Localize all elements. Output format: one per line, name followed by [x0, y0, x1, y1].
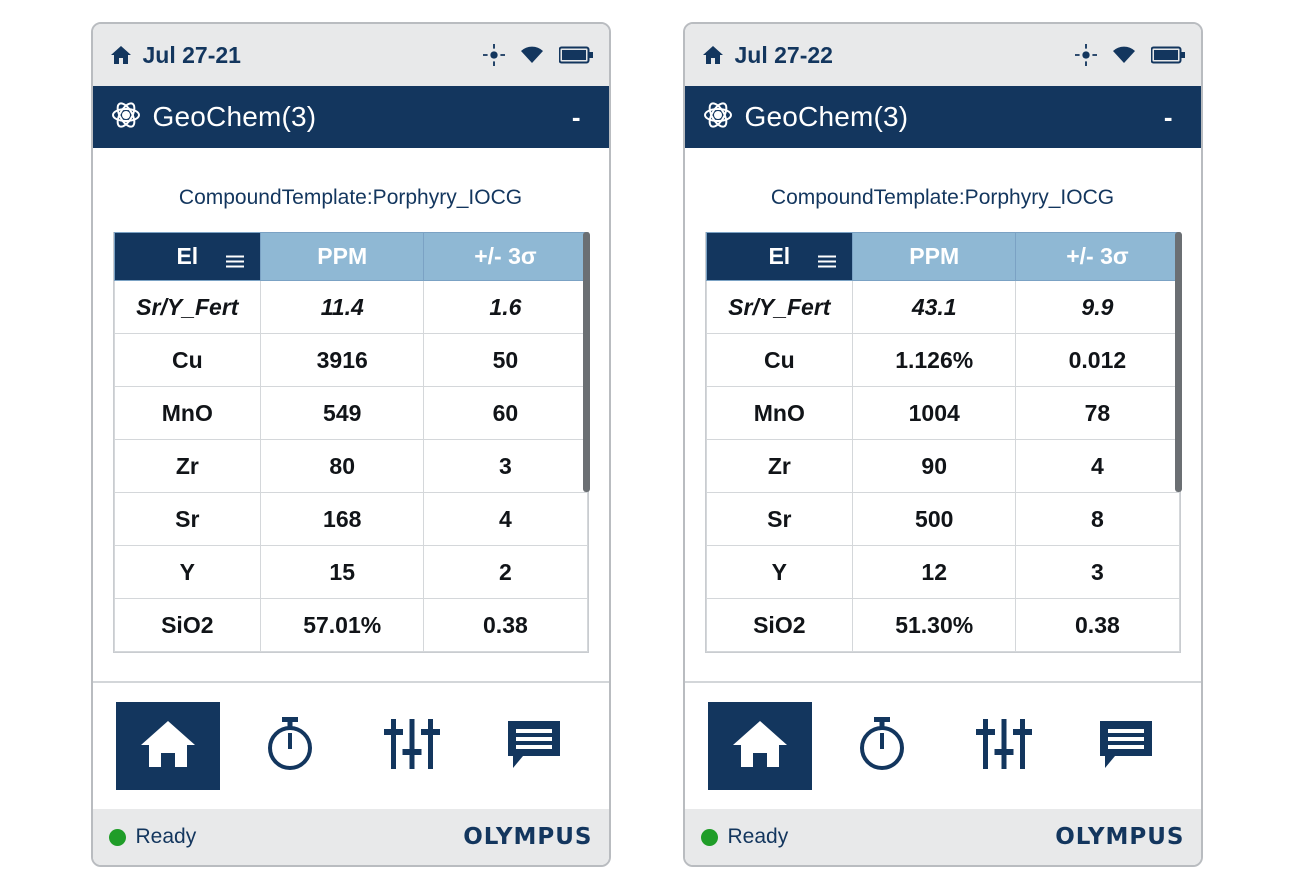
sliders-icon — [975, 715, 1033, 778]
table-scrollbar-thumb[interactable] — [583, 232, 590, 492]
nav-settings-button[interactable] — [943, 683, 1065, 809]
title-bar — [93, 86, 609, 148]
column-header-ppm[interactable]: PPM — [261, 233, 424, 281]
cell-ppm: 500 — [853, 493, 1016, 546]
atom-icon — [111, 100, 141, 135]
cell-ppm: 12 — [853, 546, 1016, 599]
title-bar — [685, 86, 1201, 148]
drag-handle-icon[interactable] — [226, 252, 244, 270]
cell-ppm: 43.1 — [853, 281, 1016, 334]
main-content — [93, 148, 609, 681]
home-icon — [701, 43, 725, 67]
status-bar-left — [701, 42, 833, 69]
compound-template-label: CompoundTemplate:Porphyry_IOCG — [770, 186, 1115, 209]
results-table — [114, 232, 588, 652]
cell-element: Y — [114, 546, 261, 599]
cell-error: 60 — [424, 387, 587, 440]
drag-handle-icon[interactable] — [818, 252, 836, 270]
cell-ppm: 1.126% — [853, 334, 1016, 387]
list-icon — [505, 718, 563, 775]
cell-error: 3 — [424, 440, 587, 493]
cell-ppm: 168 — [261, 493, 424, 546]
status-bar — [685, 24, 1201, 86]
nav-timer-button[interactable] — [229, 683, 351, 809]
cell-ppm: 11.4 — [261, 281, 424, 334]
status-bar — [93, 24, 609, 86]
status-indicator-dot — [109, 829, 126, 846]
table-row[interactable] — [706, 281, 1179, 334]
table-row[interactable] — [114, 387, 587, 440]
gps-icon — [483, 44, 505, 66]
cell-element: Sr — [114, 493, 261, 546]
status-footer — [685, 809, 1201, 865]
page-title: GeoChem(3) — [152, 101, 317, 132]
status-bar-right — [1075, 44, 1185, 66]
status-bar-right — [483, 44, 593, 66]
wifi-icon — [1111, 45, 1137, 65]
table-row[interactable] — [706, 546, 1179, 599]
results-table-wrap — [113, 232, 589, 653]
cell-ppm: 51.30% — [853, 599, 1016, 652]
main-content — [685, 148, 1201, 681]
wifi-icon — [519, 45, 545, 65]
table-row[interactable] — [114, 440, 587, 493]
column-header-error[interactable]: +/- 3σ — [1016, 233, 1179, 281]
battery-icon — [559, 45, 593, 65]
compound-template-label: CompoundTemplate:Porphyry_IOCG — [178, 186, 523, 209]
table-scrollbar[interactable] — [1175, 232, 1182, 652]
cell-element: SiO2 — [114, 599, 261, 652]
column-header-element[interactable]: El — [114, 233, 261, 281]
cell-ppm: 57.01% — [261, 599, 424, 652]
cell-error: 0.012 — [1016, 334, 1179, 387]
table-scrollbar[interactable] — [583, 232, 590, 652]
table-header-row — [706, 233, 1179, 281]
nav-results-button[interactable] — [473, 683, 595, 809]
cell-element: Y — [706, 546, 853, 599]
nav-results-button[interactable] — [1065, 683, 1187, 809]
device-panel-right — [683, 22, 1203, 867]
page-title: GeoChem(3) — [744, 101, 909, 132]
table-row[interactable] — [706, 440, 1179, 493]
cell-error: 0.38 — [1016, 599, 1179, 652]
home-icon — [139, 717, 197, 776]
cell-ppm: 3916 — [261, 334, 424, 387]
bottom-nav — [685, 681, 1201, 809]
table-row[interactable] — [114, 599, 587, 652]
table-row[interactable] — [706, 334, 1179, 387]
cell-ppm: 1004 — [853, 387, 1016, 440]
status-text: Ready — [135, 825, 197, 848]
cell-error: 78 — [1016, 387, 1179, 440]
cell-element: Cu — [114, 334, 261, 387]
table-row[interactable] — [114, 493, 587, 546]
column-header-error[interactable]: +/- 3σ — [424, 233, 587, 281]
results-table — [706, 232, 1180, 652]
cell-error: 8 — [1016, 493, 1179, 546]
column-header-ppm[interactable]: PPM — [853, 233, 1016, 281]
nav-home-button[interactable] — [699, 683, 821, 809]
nav-home-button[interactable] — [107, 683, 229, 809]
title-dash: - — [1163, 101, 1173, 132]
cell-ppm: 15 — [261, 546, 424, 599]
brand-logo: OLYMPUS — [463, 824, 593, 850]
device-panel-left — [91, 22, 611, 867]
table-row[interactable] — [114, 281, 587, 334]
table-row[interactable] — [114, 546, 587, 599]
home-icon — [731, 717, 789, 776]
results-table-wrap — [705, 232, 1181, 653]
status-indicator-dot — [701, 829, 718, 846]
column-header-element[interactable]: El — [706, 233, 853, 281]
cell-ppm: 549 — [261, 387, 424, 440]
cell-error: 4 — [1016, 440, 1179, 493]
status-date: Jul 27-21 — [142, 41, 241, 68]
atom-icon — [703, 100, 733, 135]
table-row[interactable] — [114, 334, 587, 387]
stopwatch-icon — [853, 715, 911, 778]
cell-element: Sr/Y_Fert — [706, 281, 853, 334]
table-row[interactable] — [706, 599, 1179, 652]
battery-icon — [1151, 45, 1185, 65]
status-footer — [93, 809, 609, 865]
cell-ppm: 80 — [261, 440, 424, 493]
table-scrollbar-thumb[interactable] — [1175, 232, 1182, 492]
cell-error: 4 — [424, 493, 587, 546]
cell-error: 1.6 — [424, 281, 587, 334]
table-row[interactable] — [706, 493, 1179, 546]
cell-error: 9.9 — [1016, 281, 1179, 334]
nav-settings-button[interactable] — [351, 683, 473, 809]
cell-element: Zr — [114, 440, 261, 493]
bottom-nav — [93, 681, 609, 809]
cell-element: Zr — [706, 440, 853, 493]
table-row[interactable] — [706, 387, 1179, 440]
nav-timer-button[interactable] — [821, 683, 943, 809]
status-bar-left — [109, 42, 241, 69]
sliders-icon — [383, 715, 441, 778]
status-date: Jul 27-22 — [734, 41, 833, 68]
cell-element: Sr — [706, 493, 853, 546]
status-text: Ready — [727, 825, 789, 848]
cell-error: 50 — [424, 334, 587, 387]
cell-element: MnO — [706, 387, 853, 440]
title-dash: - — [571, 101, 581, 132]
stopwatch-icon — [261, 715, 319, 778]
cell-ppm: 90 — [853, 440, 1016, 493]
cell-element: SiO2 — [706, 599, 853, 652]
list-icon — [1097, 718, 1155, 775]
gps-icon — [1075, 44, 1097, 66]
home-icon — [109, 43, 133, 67]
cell-error: 3 — [1016, 546, 1179, 599]
cell-element: Cu — [706, 334, 853, 387]
table-header-row — [114, 233, 587, 281]
cell-error: 0.38 — [424, 599, 587, 652]
cell-error: 2 — [424, 546, 587, 599]
cell-element: Sr/Y_Fert — [114, 281, 261, 334]
cell-element: MnO — [114, 387, 261, 440]
brand-logo: OLYMPUS — [1055, 824, 1185, 850]
